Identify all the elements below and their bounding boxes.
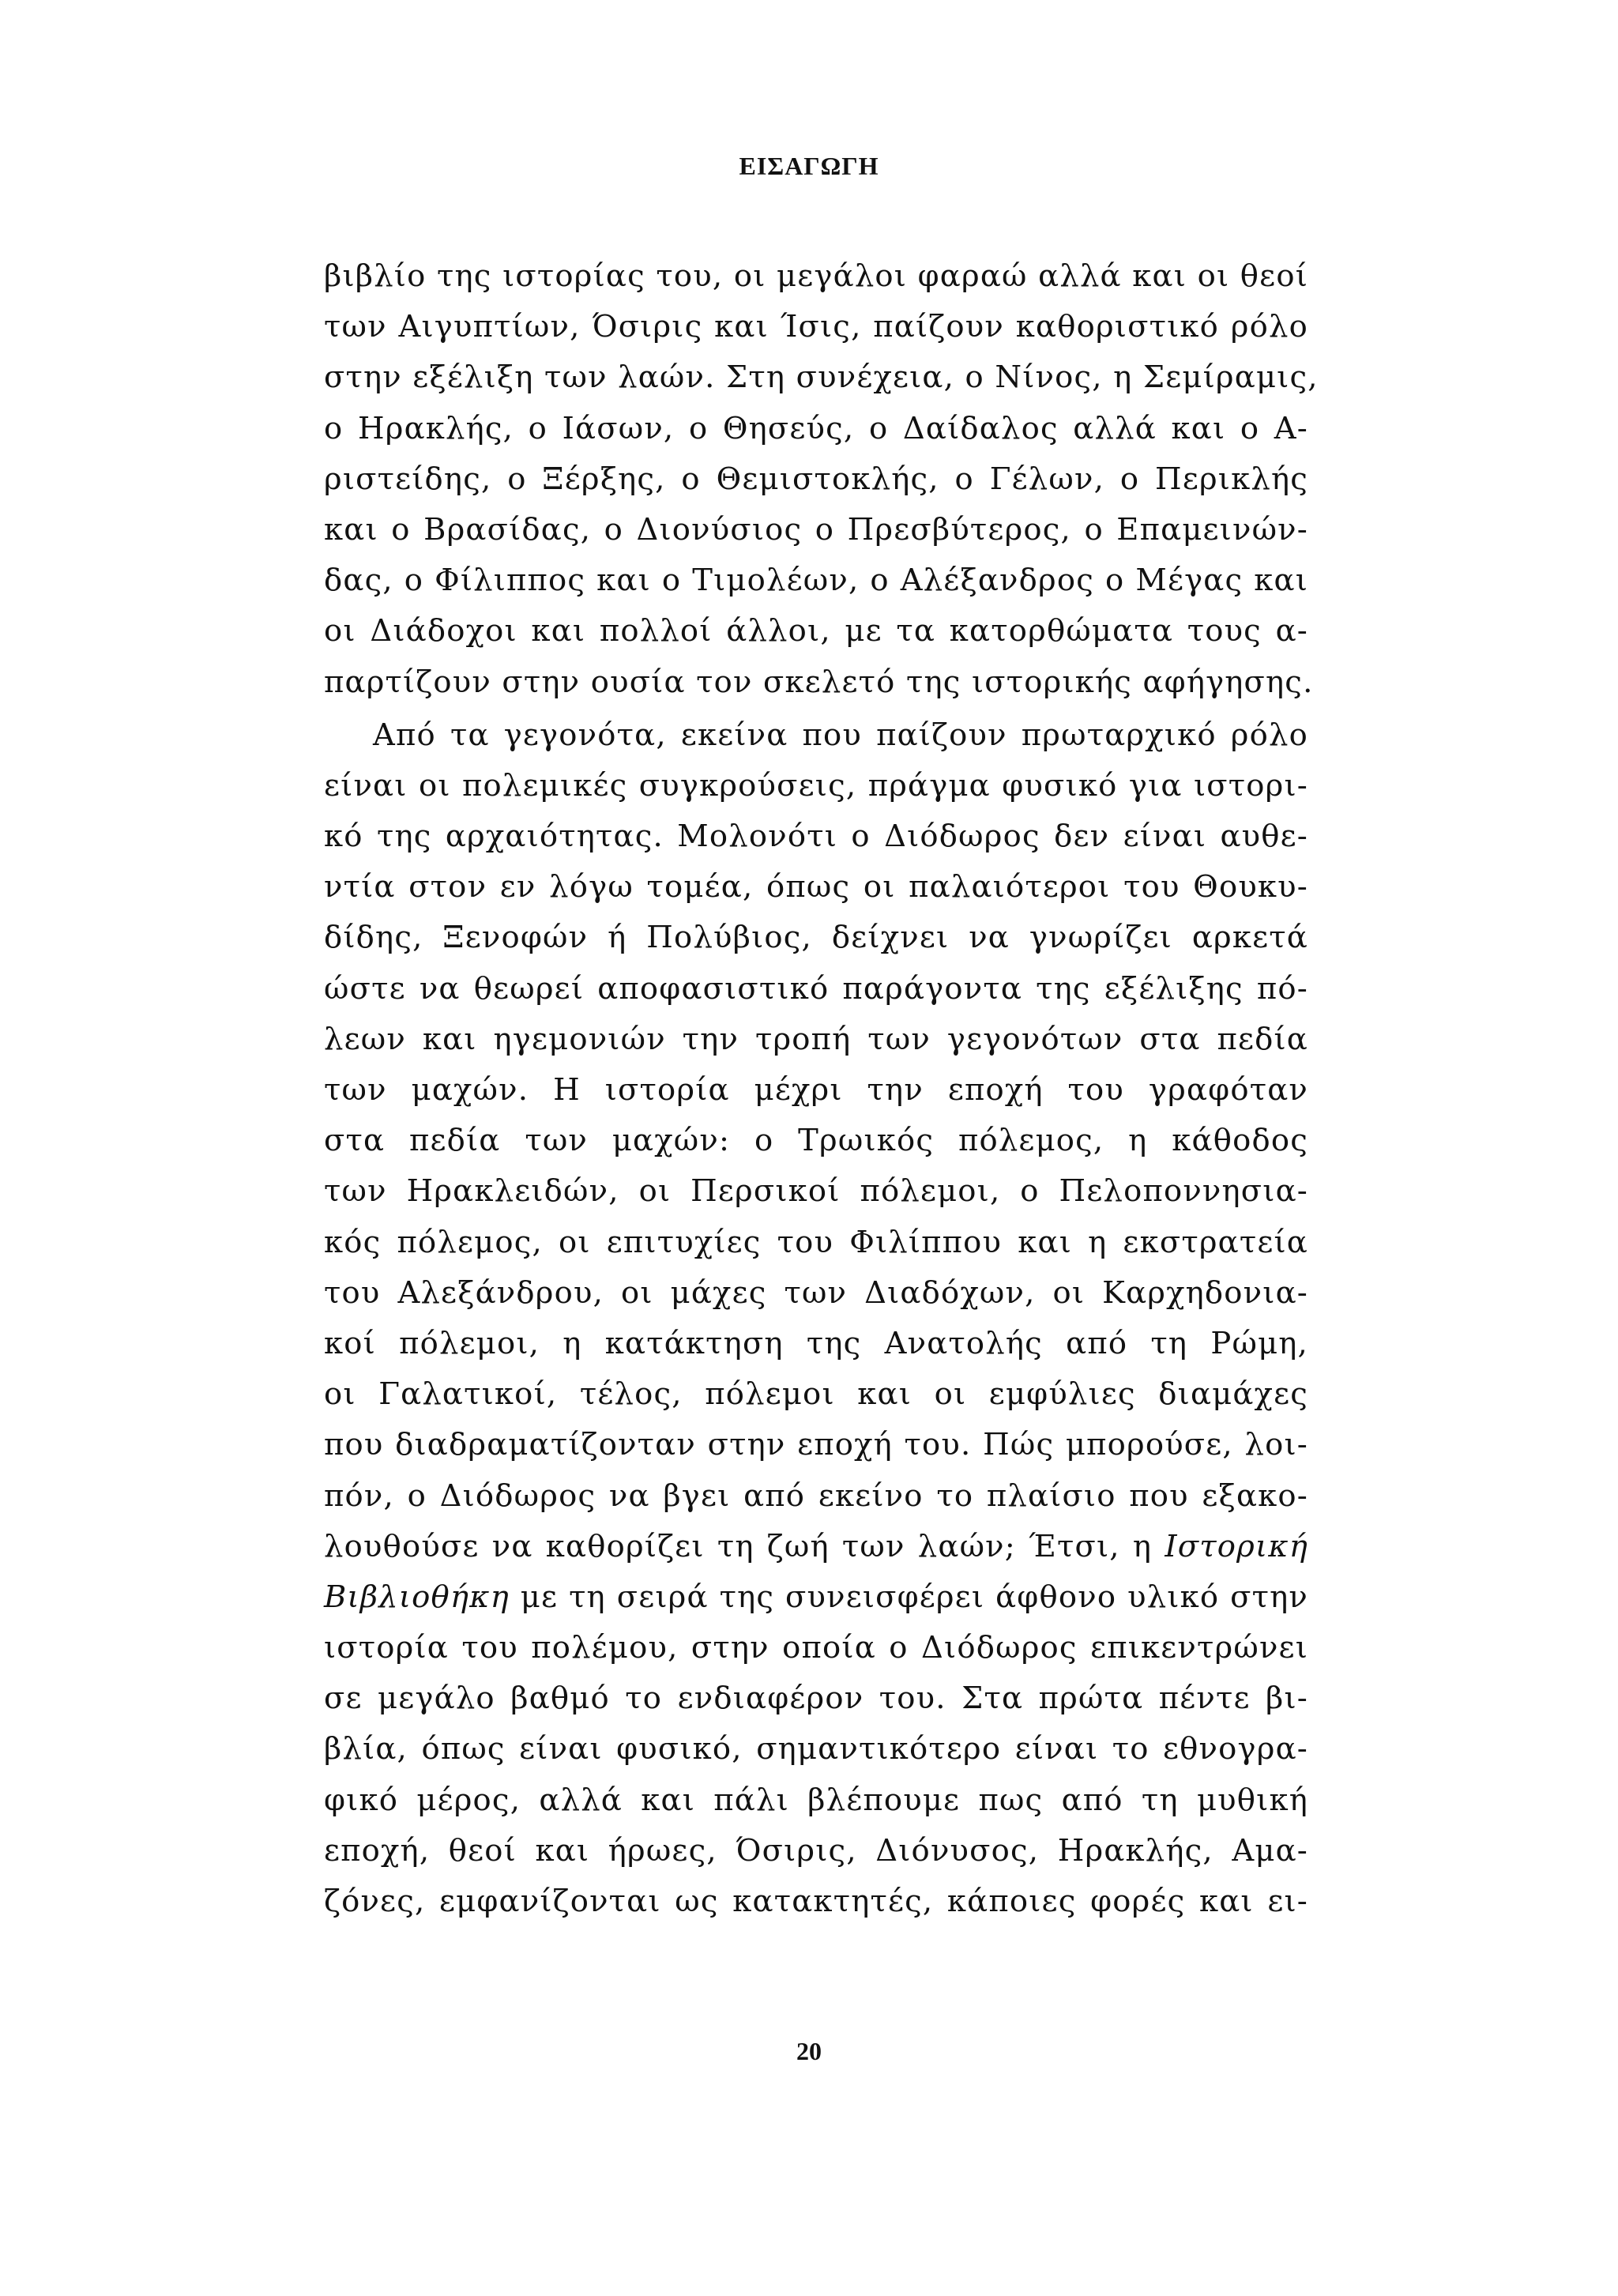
text-line: ώστε να θεωρεί αποφασιστικό παράγοντα της εξέλιξης πό- bbox=[324, 970, 1308, 1007]
text-line: βιβλίο της ιστορίας του, οι μεγάλοι φαραώ αλλά και οι θεοί bbox=[324, 258, 1308, 294]
text-line: λεων και ηγεμονιών την τροπή των γεγονότων στα πεδία bbox=[324, 1021, 1308, 1057]
text-line: οι Διάδοχοι και πολλοί άλλοι, με τα κατορθώματα τους α- bbox=[324, 613, 1308, 649]
page-number: 20 bbox=[796, 2037, 822, 2065]
text-line: κοί πόλεμοι, η κατάκτηση της Ανατολής από τη Ρώμη, bbox=[324, 1325, 1308, 1361]
text-line-with-italic bbox=[324, 1572, 1308, 1623]
text-line: κό της αρχαιότητας. Μολονότι ο Διόδωρος δεν είναι αυθε- bbox=[324, 819, 1308, 855]
running-head: ΕΙΣΑΓΩΓΗ bbox=[739, 152, 879, 180]
text-line: φικό μέρος, αλλά και πάλι βλέπουμε πως από τη μυθική bbox=[324, 1782, 1308, 1818]
text-line: ιστορία του πολέμου, στην οποία ο Διόδωρος επικεντρώνει bbox=[324, 1630, 1308, 1666]
text-line: των μαχών. Η ιστορία μέχρι την εποχή του γραφόταν bbox=[324, 1072, 1308, 1108]
text-segment: με τη σειρά της συνεισφέρει άφθονο υλικό στην bbox=[520, 1579, 1308, 1615]
text-line: των Ηρακλειδών, οι Περσικοί πόλεμοι, ο Πελοποννησια- bbox=[324, 1173, 1308, 1210]
text-line: ριστείδης, ο Ξέρξης, ο Θεμιστοκλής, ο Γέλων, ο Περικλής bbox=[324, 461, 1308, 497]
text-line: είναι οι πολεμικές συγκρούσεις, πράγμα φυσικό για ιστορι- bbox=[324, 767, 1308, 804]
text-line: βλία, όπως είναι φυσικό, σημαντικότερο είναι το εθνογρα- bbox=[324, 1731, 1308, 1767]
text-line: και ο Βρασίδας, ο Διονύσιος ο Πρεσβύτερος, ο Επαμεινών- bbox=[324, 511, 1308, 548]
text-line: που διαδραματίζονταν στην εποχή του. Πώς μπορούσε, λοι- bbox=[324, 1427, 1308, 1463]
text-segment: λουθούσε να καθορίζει τη ζωή των λαών; Έτσι, η bbox=[324, 1528, 1153, 1564]
text-line: ο Ηρακλής, ο Ιάσων, ο Θησεύς, ο Δαίδαλος αλλά και ο Α- bbox=[324, 410, 1308, 446]
text-line: των Αιγυπτίων, Όσιρις και Ίσις, παίζουν καθοριστικό ρόλο bbox=[324, 309, 1308, 345]
text-line: σε μεγάλο βαθμό το ενδιαφέρον του. Στα πρώτα πέντε βι- bbox=[324, 1681, 1308, 1717]
text-line: Από τα γεγονότα, εκείνα που παίζουν πρωταρχικό ρόλο bbox=[373, 717, 1308, 753]
text-line: δίδης, Ξενοφών ή Πολύβιος, δείχνει να γνωρίζει αρκετά bbox=[324, 920, 1308, 956]
italic-title: Ιστορική bbox=[1165, 1528, 1308, 1564]
text-line: στην εξέλιξη των λαών. Στη συνέχεια, ο Νίνος, η Σεμίραμις, bbox=[324, 359, 1319, 396]
italic-title: Βιβλιοθήκη bbox=[324, 1579, 510, 1615]
text-line: ντία στον εν λόγω τομέα, όπως οι παλαιότεροι του Θουκυ- bbox=[324, 869, 1308, 905]
paragraph bbox=[324, 710, 1308, 1928]
text-line: παρτίζουν στην ουσία τον σκελετό της ιστορικής αφήγησης. bbox=[324, 664, 1314, 700]
text-line: εποχή, θεοί και ήρωες, Όσιρις, Διόνυσος, Ηρακλής, Αμα- bbox=[324, 1832, 1308, 1869]
text-line: του Αλεξάνδρου, οι μάχες των Διαδόχων, οι Καρχηδονια- bbox=[324, 1274, 1308, 1311]
text-line-with-italic bbox=[324, 1522, 1308, 1572]
text-line: κός πόλεμος, οι επιτυχίες του Φιλίππου και η εκστρατεία bbox=[324, 1224, 1308, 1260]
text-line: οι Γαλατικοί, τέλος, πόλεμοι και οι εμφύλιες διαμάχες bbox=[324, 1376, 1308, 1413]
text-line: δας, ο Φίλιππος και ο Τιμολέων, ο Αλέξανδρος ο Μέγας και bbox=[324, 563, 1308, 599]
text-line: πόν, ο Διόδωρος να βγει από εκείνο το πλαίσιο που εξακο- bbox=[324, 1477, 1308, 1514]
paragraph bbox=[324, 251, 1319, 708]
text-line: ζόνες, εμφανίζονται ως κατακτητές, κάποιες φορές και ει- bbox=[324, 1884, 1308, 1919]
text-line: στα πεδία των μαχών: ο Τρωικός πόλεμος, η κάθοδος bbox=[324, 1123, 1308, 1159]
body-text bbox=[324, 251, 1319, 1927]
